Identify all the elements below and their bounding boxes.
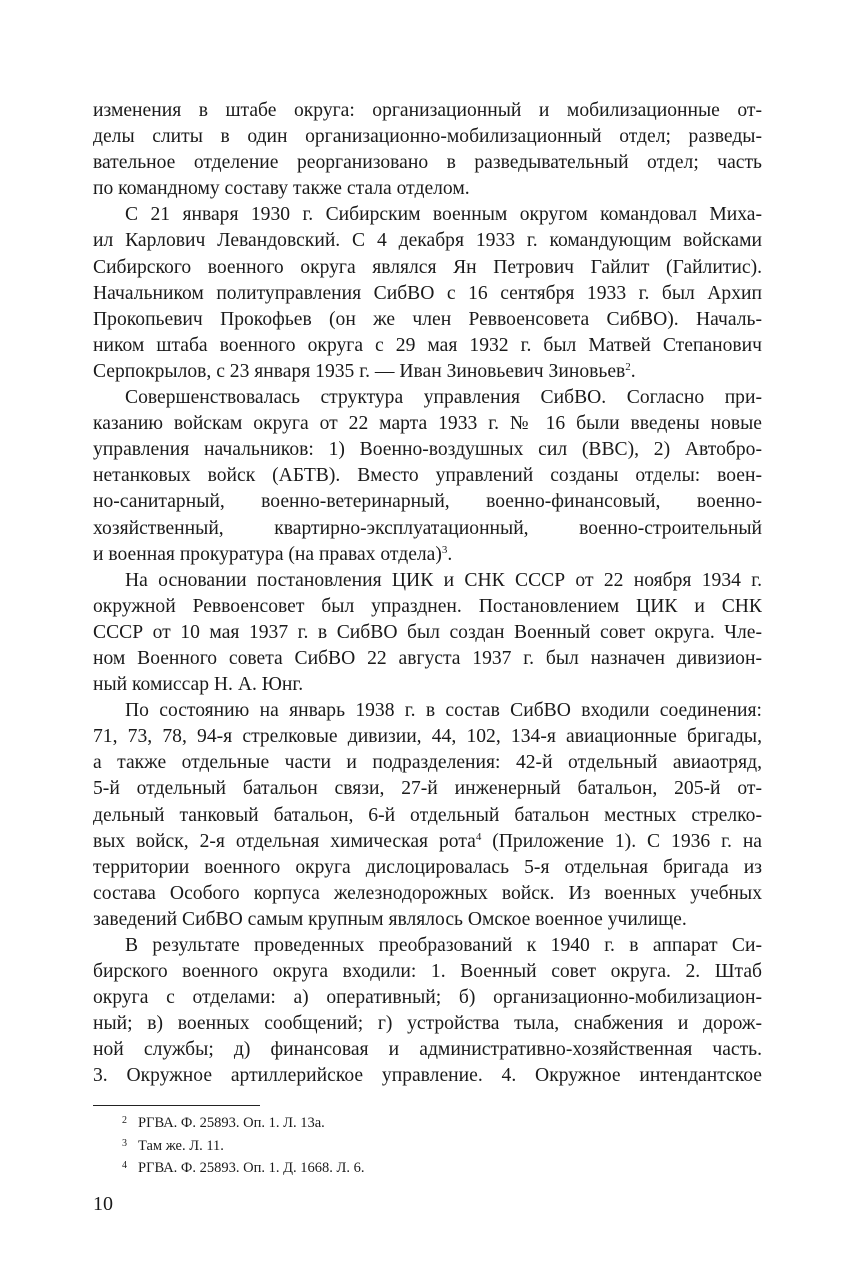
line-text: изменения в штабе округа: организационный и мобилизационные от- (93, 100, 762, 121)
line-text: округа с отделами: а) оперативный; б) организационно-мобилизацион- (93, 987, 762, 1009)
text-line (93, 359, 762, 385)
text-line (93, 959, 762, 985)
text-line (93, 124, 762, 150)
text-line (93, 907, 762, 933)
footnote-ref: 4 (475, 830, 482, 843)
text-line (93, 985, 762, 1011)
footnote-ref: 3 (441, 543, 448, 556)
line-text: 5-й отдельный батальон связи, 27-й инженерный батальон, 205-й от- (93, 778, 762, 800)
line-text: СССР от 10 мая 1937 г. в СибВО был создан Военный совет округа. Чле- (93, 621, 762, 643)
line-text: ном Военного совета СибВО 22 августа 1937 г. был назначен дивизион- (93, 647, 762, 669)
paragraph (93, 933, 762, 1090)
paragraph (93, 698, 762, 933)
line-text: ный; в) военных сообщений; г) устройства тыла, снабжения и дорож- (93, 1013, 762, 1035)
line-text: территории военного округа дислоцировалась 5-я отдельная бригада из (93, 856, 762, 878)
paragraph (93, 385, 762, 568)
line-text: С 21 января 1930 г. Сибирским военным округом командовал Миха- (125, 204, 762, 226)
footnote-text: РГВА. Ф. 25893. Оп. 1. Д. 1668. Л. 6. (138, 1160, 365, 1176)
line-text: Прокопьевич Прокофьев (он же член Реввоенсовета СибВО). Началь- (93, 308, 762, 330)
line-text: ной службы; д) финансовая и административно-хозяйственная часть. (93, 1039, 762, 1061)
text-line (93, 542, 762, 568)
text-line (93, 333, 762, 359)
text-line (93, 698, 762, 724)
line-text: ником штаба военного округа с 29 мая 1932 г. был Матвей Степанович (93, 334, 762, 356)
text-line (93, 750, 762, 776)
text-line (93, 437, 762, 463)
line-text: бирского военного округа входили: 1. Военный совет округа. 2. Штаб (93, 961, 762, 983)
line-text: На основании постановления ЦИК и СНК СССР от 22 ноября 1934 г. (125, 569, 762, 591)
text-line (93, 881, 762, 907)
line-text: Начальником политуправления СибВО с 16 сентября 1933 г. был Архип (93, 282, 762, 304)
text-line (93, 829, 762, 855)
text-line (93, 776, 762, 802)
text-line (93, 1037, 762, 1063)
text-line (93, 202, 762, 228)
text-line (93, 594, 762, 620)
text-line (93, 516, 762, 542)
line-text: 3. Окружное артиллерийское управление. 4. Окружное интендантское (93, 1065, 762, 1087)
text-line (93, 933, 762, 959)
line-text: нетанковых войск (АБТВ). Вместо управлений созданы отделы: воен- (93, 465, 762, 487)
footnote-ref: 2 (625, 360, 631, 373)
footnotes (122, 1111, 364, 1179)
line-text: вательное отделение реорганизовано в разведывательный отдел; часть (93, 152, 762, 174)
paragraph (93, 98, 762, 202)
line-text: В результате проведенных преобразований к 1940 г. в аппарат Си- (125, 935, 762, 956)
text-line (93, 855, 762, 881)
line-text: казанию войскам округа от 22 марта 1933 г. № 16 были введены новые (93, 413, 762, 435)
text-line (93, 228, 762, 254)
line-text: состава Особого корпуса железнодорожных войск. Из военных учебных (93, 882, 762, 904)
line-text: управления начальников: 1) Военно-воздушных сил (ВВС), 2) Автобро- (93, 439, 762, 461)
line-text: делы слиты в один организационно-мобилизационный отдел; разведы- (93, 126, 762, 148)
text-line (93, 724, 762, 750)
text-line (93, 463, 762, 489)
line-text: а также отдельные части и подразделения: 42-й отдельный авиаотряд, (93, 752, 762, 774)
line-text: но-санитарный, военно-ветеринарный, военно-финансовый, военно- (93, 491, 762, 513)
line-text: По состоянию на январь 1938 г. в состав СибВО входили соединения: (125, 700, 762, 722)
line-text-after: (Приложение 1). С 1936 г. на (481, 830, 763, 852)
line-text: Совершенствовалась структура управления СибВО. Согласно при- (125, 387, 762, 409)
line-text: 71, 73, 78, 94-я стрелковые дивизии, 44, 102, 134-я авиационные бригады, (93, 726, 762, 748)
line-text: заведений СибВО самым крупным являлось Омское военное училище. (93, 908, 687, 930)
text-line (93, 1011, 762, 1037)
text-line (93, 1063, 762, 1089)
line-text: хозяйственный, квартирно-эксплуатационный, военно-строительный (93, 517, 762, 539)
text-line (93, 150, 762, 176)
text-line (93, 803, 762, 829)
line-text: Серпокрылов, с 23 января 1935 г. — Иван Зиновьевич Зиновьев (93, 360, 626, 382)
text-line (93, 620, 762, 646)
footnote (122, 1111, 364, 1134)
text-line (93, 176, 762, 202)
text-line (93, 98, 762, 124)
text-line (93, 411, 762, 437)
text-line (93, 489, 762, 515)
line-text: Сибирского военного округа являлся Ян Петрович Гайлит (Гайлитис). (93, 256, 762, 278)
line-text: по командному составу также стала отделом. (93, 178, 470, 200)
line-text: ил Карлович Левандовский. С 4 декабря 1933 г. командующим войсками (93, 230, 762, 252)
line-text-after: . (630, 360, 636, 382)
footnote-divider (93, 1105, 260, 1106)
text-line (93, 255, 762, 281)
footnote-number: 4 (122, 1160, 127, 1171)
page-number: 10 (93, 1193, 113, 1215)
line-text-after: . (447, 543, 453, 565)
footnote (122, 1134, 364, 1157)
footnote-number: 3 (122, 1137, 127, 1149)
line-text: ный комиссар Н. А. Юнг. (93, 674, 304, 696)
footnote-text: РГВА. Ф. 25893. Оп. 1. Л. 13а. (138, 1115, 325, 1131)
text-line (93, 281, 762, 307)
line-text: и военная прокуратура (на правах отдела) (93, 543, 442, 565)
line-text: дельный танковый батальон, 6-й отдельный батальон местных стрелко- (93, 804, 762, 826)
text-line (93, 672, 762, 698)
text-line (93, 568, 762, 594)
line-text: окружной Реввоенсовет был упразднен. Постановлением ЦИК и СНК (93, 595, 762, 617)
footnote-text: Там же. Л. 11. (138, 1137, 224, 1154)
footnote (122, 1156, 364, 1179)
line-text: вых войск, 2-я отдельная химическая рота (93, 830, 476, 852)
paragraph (93, 202, 762, 385)
body-text (93, 98, 762, 1090)
text-line (93, 646, 762, 672)
text-line (93, 307, 762, 333)
footnote-number: 2 (122, 1115, 127, 1126)
paragraph (93, 568, 762, 698)
text-line (93, 385, 762, 411)
